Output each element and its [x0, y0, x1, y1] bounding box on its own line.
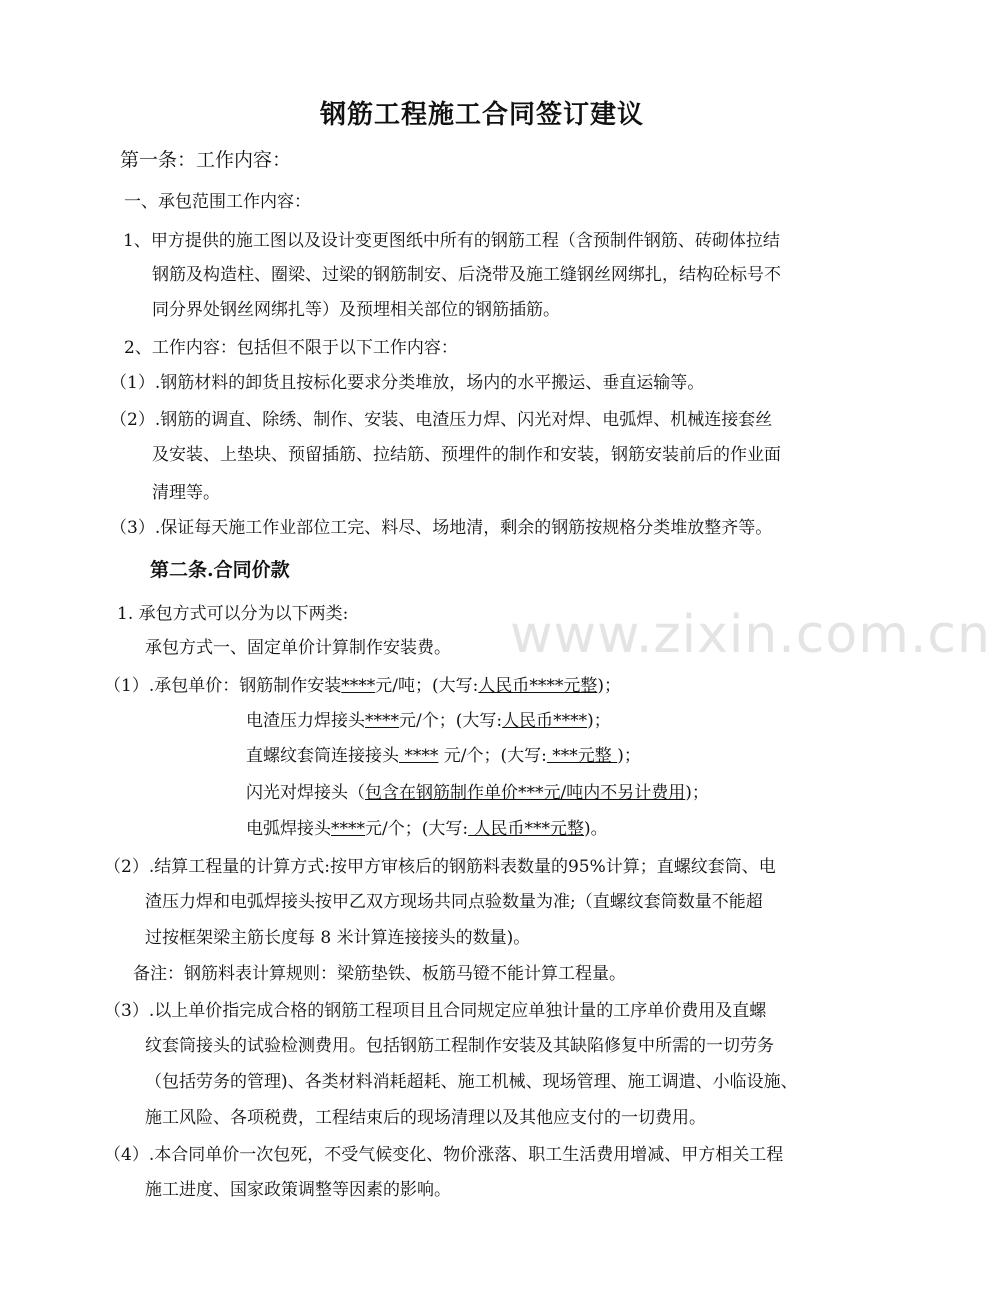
article2-p3-line1: （3）.以上单价指完成合格的钢筋工程项目且合同规定应单独计量的工序单价费用及直螺: [104, 1001, 767, 1021]
article2-p2-line1: （2）.结算工程量的计算方式:按甲方审核后的钢筋料表数量的95%计算；直螺纹套筒、电: [104, 857, 776, 877]
article2-heading: 第二条.合同价款: [150, 559, 290, 581]
article1-heading: 第一条：工作内容：: [120, 149, 292, 171]
price-flash-butt-line: 闪光对焊接头（包含在钢筋制作单价***元/吨内不另计费用)；: [246, 783, 709, 803]
price-electroslag-line: 电渣压力焊接头****元/个；(大写:人民币****)；: [246, 711, 611, 731]
article1-sub1: 一、承包范围工作内容：: [124, 192, 311, 212]
article1-p3: （3）.保证每天施工作业部位工完、料尽、场地清，剩余的钢筋按规格分类堆放整齐等。: [110, 518, 773, 538]
article2-line2: 承包方式一、固定单价计算制作安装费。: [145, 638, 451, 658]
article2-note: 备注：钢筋料表计算规则：梁筋垫铁、板筋马镫不能计算工程量。: [133, 964, 626, 984]
price-arc-weld-line: 电弧焊接头****元/个；(大写: 人民币***元整)。: [246, 819, 608, 839]
price-rebar-line: （1）.承包单价：钢筋制作安装****元/吨；(大写:人民币****元整)；: [104, 676, 621, 696]
page-title: 钢筋工程施工合同签订建议: [320, 100, 645, 130]
article2-p4-line2: 施工进度、国家政策调整等因素的影响。: [145, 1180, 451, 1200]
article2-p3-line4: 施工风险、各项税费，工程结束后的现场清理以及其他应支付的一切费用。: [145, 1108, 706, 1128]
watermark: www.zixin.com.cn: [510, 605, 991, 665]
article1-p1: （1）.钢筋材料的卸货且按标化要求分类堆放，场内的水平搬运、垂直运输等。: [110, 373, 705, 393]
article1-item1-line3: 同分界处钢丝网绑扎等）及预埋相关部位的钢筋插筋。: [152, 300, 560, 320]
article1-item1-line1: 1、甲方提供的施工图以及设计变更图纸中所有的钢筋工程（含预制件钢筋、砖砌体拉结: [123, 231, 780, 251]
article2-p3-line3: （包括劳务的管理)、各类材料消耗超耗、施工机械、现场管理、施工调遣、小临设施、: [145, 1072, 798, 1092]
article1-p2-line1: （2）.钢筋的调直、除绣、制作、安装、电渣压力焊、闪光对焊、电弧焊、机械连接套丝: [110, 410, 773, 430]
article2-p2-line3: 过按框架梁主筋长度每 8 米计算连接接头的数量)。: [145, 928, 531, 948]
article2-p4-line1: （4）.本合同单价一次包死，不受气候变化、物价涨落、职工生活费用增减、甲方相关工程: [104, 1145, 784, 1165]
article1-item2: 2、工作内容：包括但不限于以下工作内容：: [124, 338, 458, 358]
article1-p2-line3: 清理等。: [152, 483, 220, 503]
article1-p2-line2: 及安装、上垫块、预留插筋、拉结筋、预埋件的制作和安装，钢筋安装前后的作业面: [152, 445, 781, 465]
article2-line1: 1. 承包方式可以分为以下两类:: [117, 604, 349, 624]
article2-p3-line2: 纹套筒接头的试验检测费用。包括钢筋工程制作安装及其缺陷修复中所需的一切劳务: [145, 1036, 774, 1056]
price-threaded-sleeve-line: 直螺纹套筒连接接头 **** 元/个；(大写: ***元整 )；: [246, 746, 641, 766]
article2-p2-line2: 渣压力焊和电弧焊接头按甲乙双方现场共同点验数量为准;（直螺纹套筒数量不能超: [145, 892, 763, 912]
article1-item1-line2: 钢筋及构造柱、圈梁、过梁的钢筋制安、后浇带及施工缝钢丝网绑扎，结构砼标号不: [152, 265, 781, 285]
